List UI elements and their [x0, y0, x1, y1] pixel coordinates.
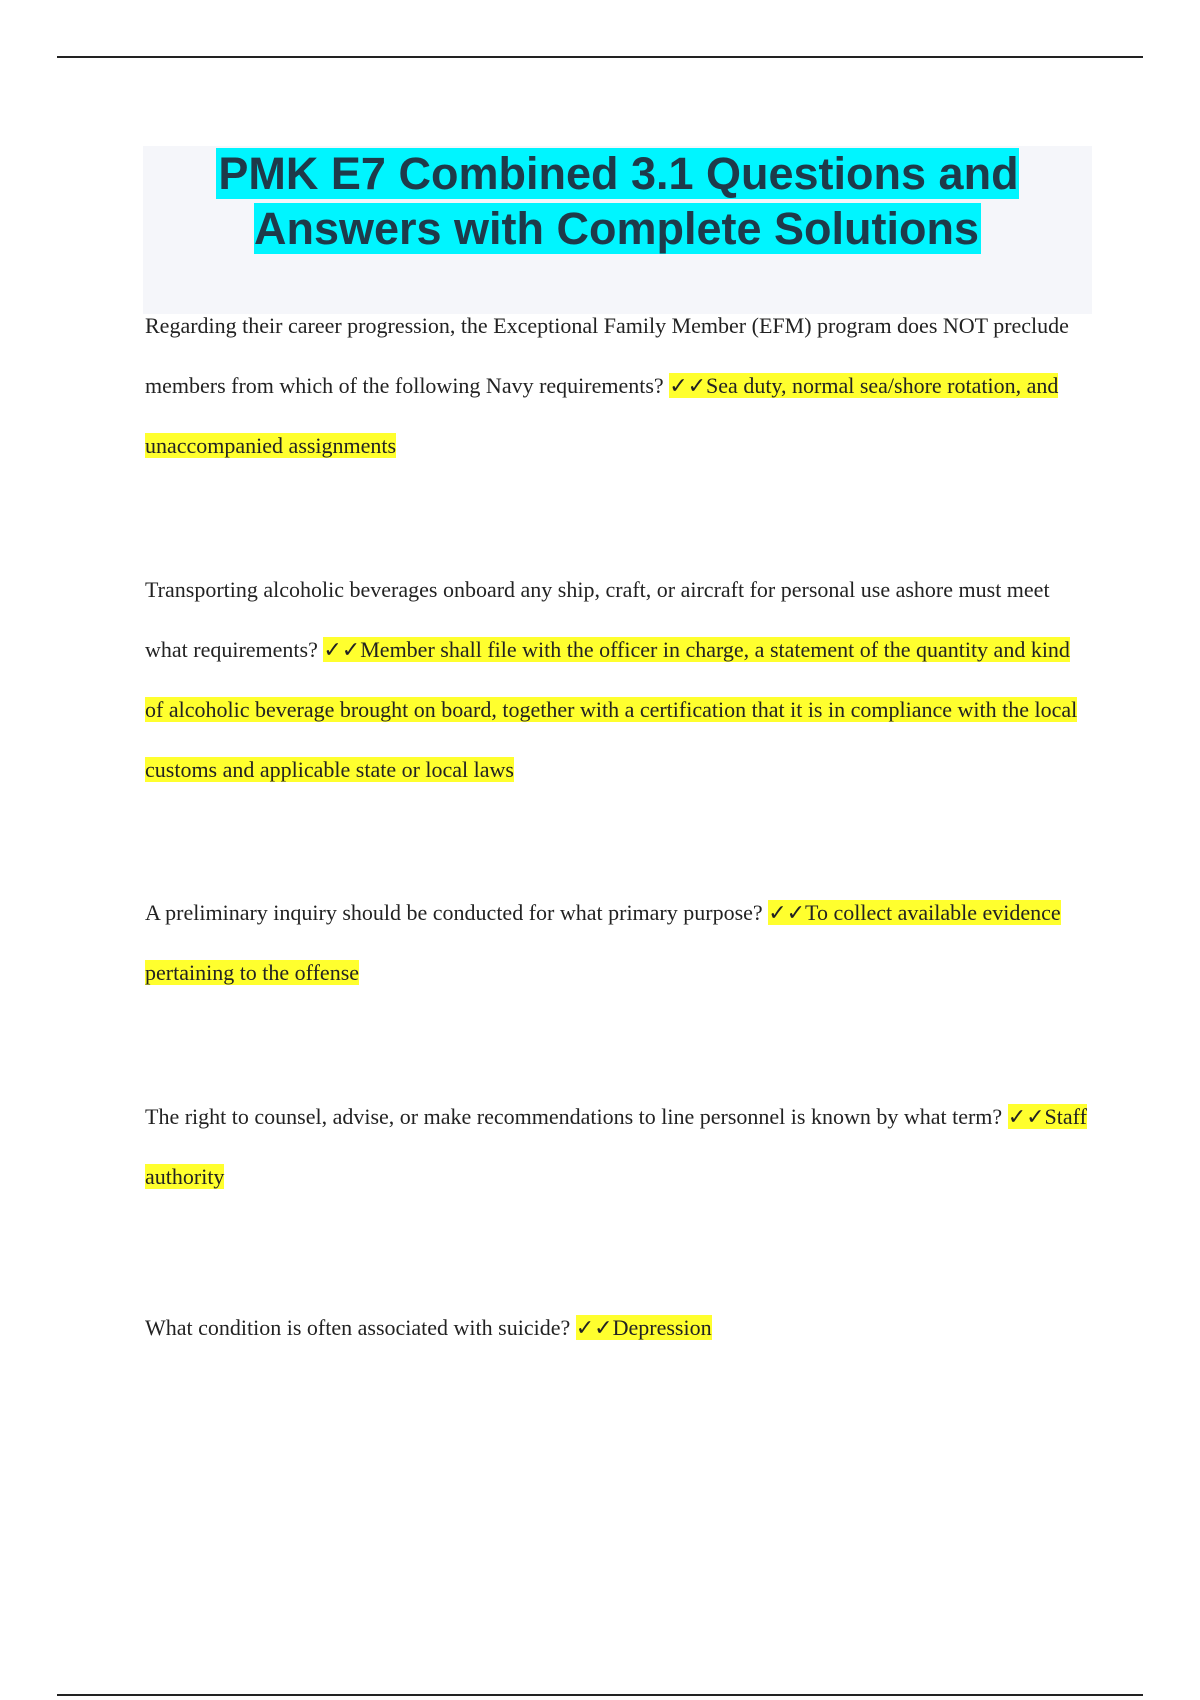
answer-text: ✓✓To collect available evidence pertaining to the offense [145, 900, 1061, 985]
answer-text: ✓✓Sea duty, normal sea/shore rotation, and unaccompanied assignments [145, 373, 1059, 458]
qa-item-4 [145, 1087, 1090, 1207]
answer-text: ✓✓Member shall file with the officer in charge, a statement of the quantity and kind of alcoholic beverage brought on board, together with a certification that it is in compliance with the local customs and applicable state or local laws [145, 637, 1078, 782]
question-text: A preliminary inquiry should be conducted for what primary purpose? [145, 900, 763, 925]
header-rule [57, 56, 1143, 58]
title-highlight: PMK E7 Combined 3.1 Questions and Answers with Complete Solutions [218, 148, 1019, 254]
question-text: What condition is often associated with suicide? [145, 1315, 571, 1340]
qa-item-3 [145, 883, 1090, 1003]
footer-rule [57, 1694, 1143, 1696]
answer-text: ✓✓Staff authority [145, 1104, 1087, 1189]
qa-item-2 [145, 560, 1090, 800]
qa-item-5 [145, 1298, 1090, 1358]
answer-text: ✓✓Depression [575, 1315, 712, 1340]
qa-item-1 [145, 296, 1090, 476]
question-text: Transporting alcoholic beverages onboard any ship, craft, or aircraft for personal use ashore must meet what requirements? [145, 577, 1050, 662]
document-title [143, 146, 1092, 256]
question-text: Regarding their career progression, the Exceptional Family Member (EFM) program does NOT preclude members from which of the following Navy requirements? [145, 313, 1069, 398]
question-text: The right to counsel, advise, or make recommendations to line personnel is known by what term? [145, 1104, 1003, 1129]
title-block [143, 146, 1092, 314]
